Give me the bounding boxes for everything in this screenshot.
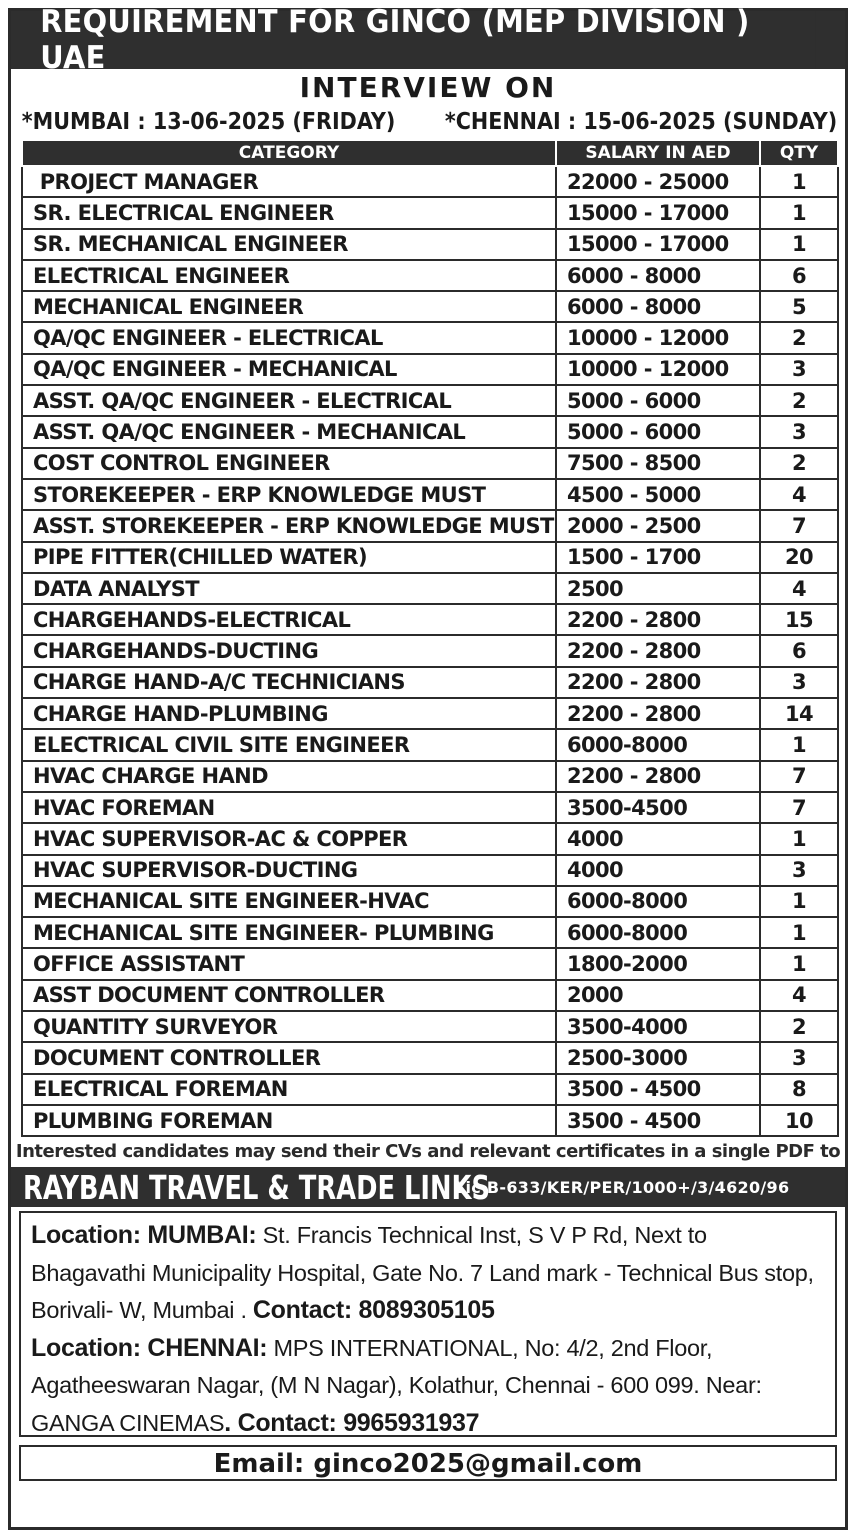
salary-cell: 3500 - 4500 [556, 1105, 760, 1136]
chennai-date: *CHENNAI : 15-06-2025 (SUNDAY) [444, 109, 838, 135]
category-cell: HVAC FOREMAN [22, 792, 556, 823]
category-cell: MECHANICAL SITE ENGINEER- PLUMBING [22, 917, 556, 948]
category-cell: CHARGEHANDS-DUCTING [22, 635, 556, 666]
chennai-location-label: Location: CHENNAI: [31, 1333, 268, 1362]
table-row [22, 542, 838, 573]
salary-cell: 2000 [556, 980, 760, 1011]
qty-cell: 1 [760, 197, 838, 228]
salary-cell: 2200 - 2800 [556, 604, 760, 635]
qty-cell: 8 [760, 1074, 838, 1105]
salary-cell: 6000-8000 [556, 729, 760, 760]
salary-cell: 7500 - 8500 [556, 448, 760, 479]
table-row [22, 792, 838, 823]
table-row [22, 1074, 838, 1105]
agency-name: RAYBAN TRAVEL & TRADE LINKS [23, 1167, 491, 1207]
category-cell: ELECTRICAL ENGINEER [22, 260, 556, 291]
job-table [21, 139, 839, 1137]
category-cell: QA/QC ENGINEER - MECHANICAL [22, 354, 556, 385]
salary-cell: 3500 - 4500 [556, 1074, 760, 1105]
table-row [22, 855, 838, 886]
title-banner [11, 4, 845, 76]
table-row [22, 291, 838, 322]
table-row [22, 197, 838, 228]
qty-cell: 6 [760, 635, 838, 666]
table-row [22, 573, 838, 604]
salary-cell: 4500 - 5000 [556, 479, 760, 510]
qty-cell: 7 [760, 792, 838, 823]
table-row [22, 667, 838, 698]
qty-cell: 4 [760, 980, 838, 1011]
mumbai-address: St. Francis Technical Inst, S V P Rd, Next to Bhagavathi Municipality Hospital, Gate No. 7 Land mark - Technical Bus stop, Borivali- W, Mumbai . [31, 1222, 814, 1324]
application-note: Interested candidates may send their CVs and relevant certificates in a single PDF to [15, 1141, 841, 1163]
mumbai-location-label: Location: MUMBAI: [31, 1221, 257, 1250]
page-title: REQUIREMENT FOR GINCO (MEP DIVISION ) UAE [40, 11, 816, 69]
table-row [22, 354, 838, 385]
table-row [22, 416, 838, 447]
salary-cell: 5000 - 6000 [556, 385, 760, 416]
qty-cell: 1 [760, 229, 838, 260]
qty-cell: 20 [760, 542, 838, 573]
category-cell: PROJECT MANAGER [22, 166, 556, 197]
qty-cell: 3 [760, 1042, 838, 1073]
qty-cell: 4 [760, 573, 838, 604]
table-row [22, 698, 838, 729]
category-cell: OFFICE ASSISTANT [22, 948, 556, 979]
salary-cell: 2200 - 2800 [556, 635, 760, 666]
table-row [22, 229, 838, 260]
salary-cell: 2200 - 2800 [556, 698, 760, 729]
interview-dates [11, 105, 844, 139]
agency-license: Lic B-633/KER/PER/1000+/3/4620/96 [455, 1177, 790, 1197]
chennai-contact: . Contact: 9965931937 [224, 1408, 480, 1437]
salary-cell: 1800-2000 [556, 948, 760, 979]
salary-cell: 6000 - 8000 [556, 291, 760, 322]
category-cell: HVAC CHARGE HAND [22, 761, 556, 792]
salary-cell: 3500-4000 [556, 1011, 760, 1042]
column-header-category: CATEGORY [22, 140, 556, 166]
category-cell: QA/QC ENGINEER - ELECTRICAL [22, 322, 556, 353]
category-cell: COST CONTROL ENGINEER [22, 448, 556, 479]
locations-box [19, 1211, 837, 1437]
category-cell: QUANTITY SURVEYOR [22, 1011, 556, 1042]
table-row [22, 729, 838, 760]
category-cell: CHARGEHANDS-ELECTRICAL [22, 604, 556, 635]
email-contact[interactable]: Email: ginco2025@gmail.com [19, 1445, 837, 1481]
qty-cell: 2 [760, 448, 838, 479]
table-row [22, 510, 838, 541]
salary-cell: 4000 [556, 855, 760, 886]
qty-cell: 10 [760, 1105, 838, 1136]
qty-cell: 5 [760, 291, 838, 322]
table-row [22, 886, 838, 917]
qty-cell: 6 [760, 260, 838, 291]
qty-cell: 1 [760, 886, 838, 917]
table-row [22, 635, 838, 666]
salary-cell: 15000 - 17000 [556, 197, 760, 228]
category-cell: MECHANICAL ENGINEER [22, 291, 556, 322]
salary-cell: 10000 - 12000 [556, 322, 760, 353]
column-header-salary: SALARY IN AED [556, 140, 760, 166]
table-row [22, 823, 838, 854]
qty-cell: 1 [760, 166, 838, 197]
qty-cell: 1 [760, 917, 838, 948]
category-cell: DOCUMENT CONTROLLER [22, 1042, 556, 1073]
salary-cell: 6000-8000 [556, 917, 760, 948]
salary-cell: 4000 [556, 823, 760, 854]
table-row [22, 1011, 838, 1042]
category-cell: SR. ELECTRICAL ENGINEER [22, 197, 556, 228]
table-row [22, 479, 838, 510]
table-row [22, 1042, 838, 1073]
qty-cell: 2 [760, 385, 838, 416]
qty-cell: 2 [760, 1011, 838, 1042]
job-advertisement [8, 4, 848, 1530]
qty-cell: 15 [760, 604, 838, 635]
category-cell: STOREKEEPER - ERP KNOWLEDGE MUST [22, 479, 556, 510]
qty-cell: 14 [760, 698, 838, 729]
category-cell: HVAC SUPERVISOR-AC & COPPER [22, 823, 556, 854]
column-header-qty: QTY [760, 140, 838, 166]
qty-cell: 3 [760, 354, 838, 385]
qty-cell: 3 [760, 667, 838, 698]
category-cell: DATA ANALYST [22, 573, 556, 604]
category-cell: ASST DOCUMENT CONTROLLER [22, 980, 556, 1011]
qty-cell: 3 [760, 416, 838, 447]
qty-cell: 4 [760, 479, 838, 510]
salary-cell: 15000 - 17000 [556, 229, 760, 260]
qty-cell: 1 [760, 729, 838, 760]
salary-cell: 2500-3000 [556, 1042, 760, 1073]
qty-cell: 7 [760, 761, 838, 792]
salary-cell: 2000 - 2500 [556, 510, 760, 541]
table-row [22, 917, 838, 948]
table-row [22, 448, 838, 479]
agency-banner [11, 1167, 845, 1207]
qty-cell: 2 [760, 322, 838, 353]
category-cell: CHARGE HAND-PLUMBING [22, 698, 556, 729]
table-row [22, 980, 838, 1011]
category-cell: PLUMBING FOREMAN [22, 1105, 556, 1136]
salary-cell: 6000-8000 [556, 886, 760, 917]
category-cell: PIPE FITTER(CHILLED WATER) [22, 542, 556, 573]
table-row [22, 166, 838, 197]
table-row [22, 260, 838, 291]
salary-cell: 2200 - 2800 [556, 667, 760, 698]
mumbai-date: *MUMBAI : 13-06-2025 (FRIDAY) [21, 109, 396, 135]
job-rows [22, 166, 838, 1136]
salary-cell: 1500 - 1700 [556, 542, 760, 573]
salary-cell: 6000 - 8000 [556, 260, 760, 291]
salary-cell: 2200 - 2800 [556, 761, 760, 792]
table-header-row [22, 140, 838, 166]
qty-cell: 3 [760, 855, 838, 886]
qty-cell: 1 [760, 823, 838, 854]
chennai-address: MPS INTERNATIONAL, No: 4/2, 2nd Floor, Agatheeswaran Nagar, (M N Nagar), Kolathur, Chennai - 600 099. Near: GANGA CINEMAS [31, 1334, 762, 1436]
qty-cell: 1 [760, 948, 838, 979]
table-row [22, 385, 838, 416]
category-cell: ASST. STOREKEEPER - ERP KNOWLEDGE MUST [22, 510, 556, 541]
salary-cell: 22000 - 25000 [556, 166, 760, 197]
salary-cell: 2500 [556, 573, 760, 604]
table-row [22, 604, 838, 635]
qty-cell: 7 [760, 510, 838, 541]
mumbai-contact: Contact: 8089305105 [252, 1296, 495, 1325]
category-cell: ASST. QA/QC ENGINEER - ELECTRICAL [22, 385, 556, 416]
salary-cell: 3500-4500 [556, 792, 760, 823]
interview-heading: INTERVIEW ON [299, 71, 557, 104]
salary-cell: 10000 - 12000 [556, 354, 760, 385]
salary-cell: 5000 - 6000 [556, 416, 760, 447]
table-row [22, 948, 838, 979]
table-row [22, 761, 838, 792]
category-cell: ELECTRICAL CIVIL SITE ENGINEER [22, 729, 556, 760]
category-cell: MECHANICAL SITE ENGINEER-HVAC [22, 886, 556, 917]
category-cell: SR. MECHANICAL ENGINEER [22, 229, 556, 260]
table-row [22, 322, 838, 353]
category-cell: ELECTRICAL FOREMAN [22, 1074, 556, 1105]
table-row [22, 1105, 838, 1136]
category-cell: HVAC SUPERVISOR-DUCTING [22, 855, 556, 886]
category-cell: CHARGE HAND-A/C TECHNICIANS [22, 667, 556, 698]
category-cell: ASST. QA/QC ENGINEER - MECHANICAL [22, 416, 556, 447]
